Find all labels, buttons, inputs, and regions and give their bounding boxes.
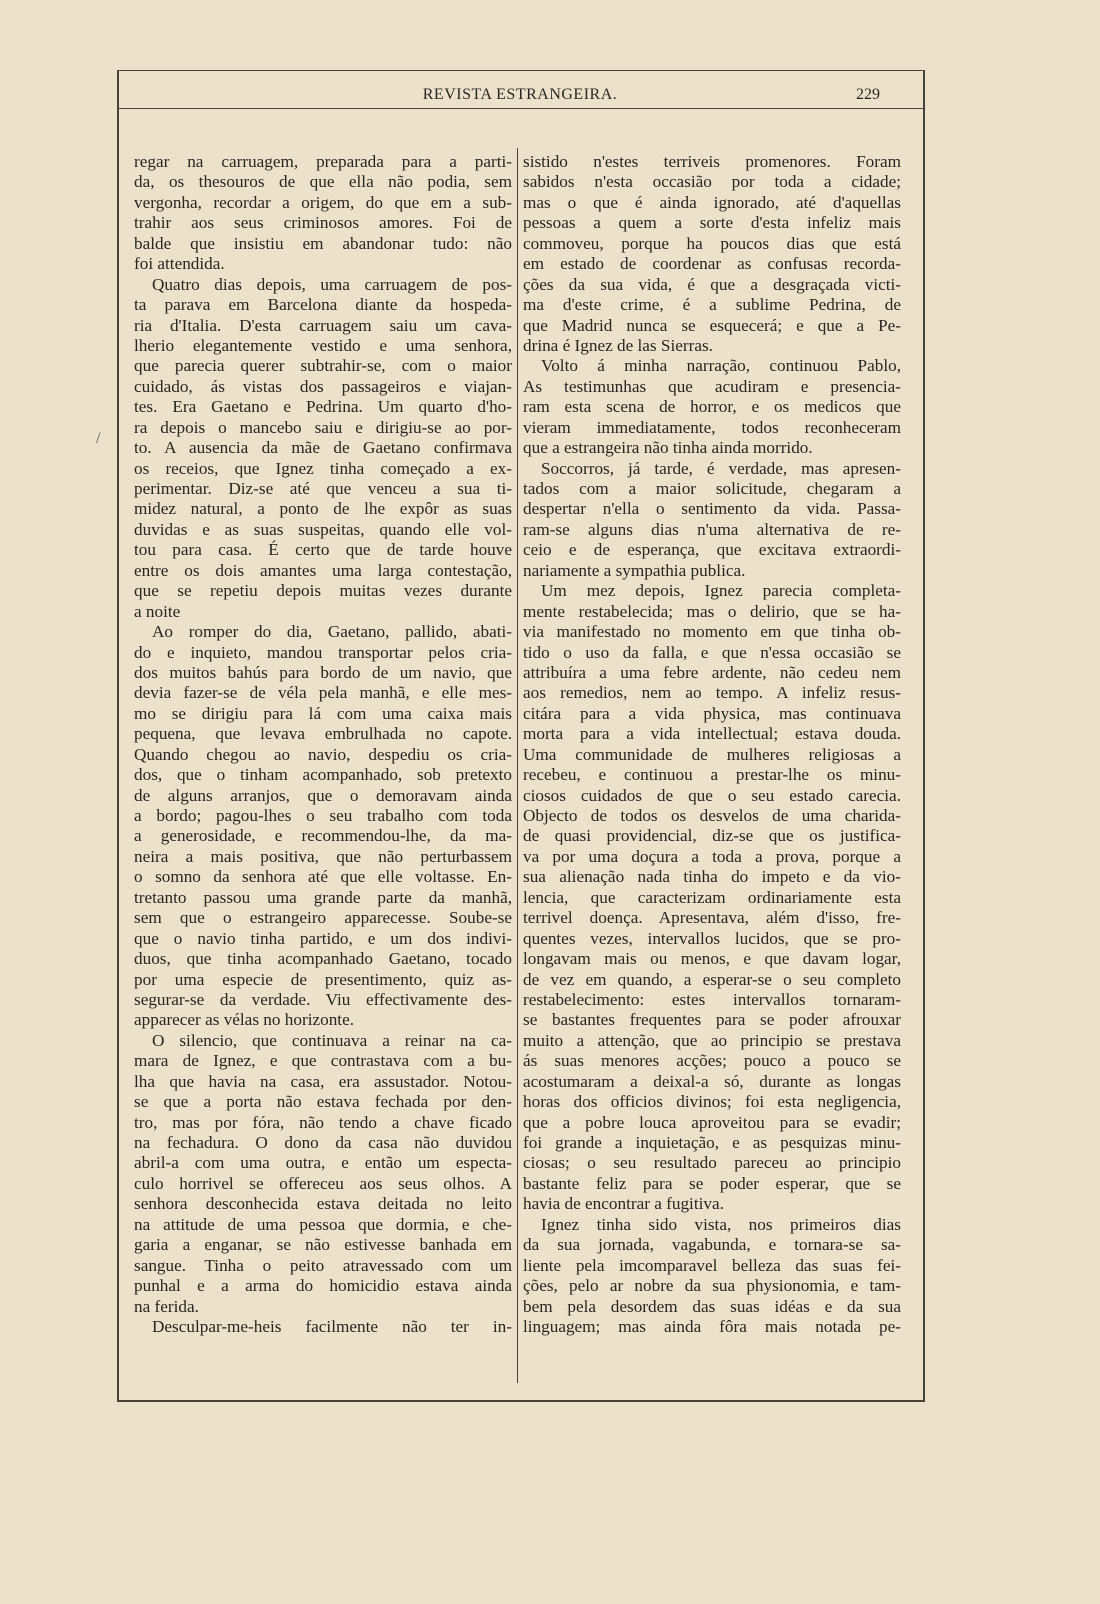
text-line: commoveu, porque ha poucos dias que está [523, 233, 901, 253]
text-line: quentes vezes, intervallos lucidos, que se pro- [523, 928, 901, 948]
text-line: cuidado, ás vistas dos passageiros e viajan- [134, 376, 512, 396]
text-line: que se repetiu depois muitas vezes durante [134, 581, 512, 601]
text-line: na attitude de uma pessoa que dormia, e che- [134, 1214, 512, 1234]
text-line: na ferida. [134, 1296, 199, 1316]
page-number: 229 [856, 86, 880, 103]
text-line: pequena, que levava embrulhada no capote. [134, 724, 512, 744]
text-line: havia de encontrar a fugitiva. [523, 1194, 724, 1214]
text-line: de quasi providencial, diz-se que os justifica- [523, 826, 901, 846]
text-line: que o navio tinha partido, e um dos indivi- [134, 928, 512, 948]
text-line: tretanto passou uma grande parte da manhã, [134, 887, 512, 907]
top-rule [119, 70, 923, 71]
text-line: mente restabelecida; mas o delirio, que se ha- [523, 601, 901, 621]
text-line: sua alienação nada tinha do impeto e da vio- [523, 867, 901, 887]
header-rule [117, 108, 923, 109]
text-line: da, os thesouros de que ella não podia, sem [134, 172, 512, 192]
text-line: trahir aos seus criminosos amores. Foi de [134, 213, 512, 233]
text-line: regar na carruagem, preparada para a parti- [134, 152, 512, 171]
text-line: lherio elegantemente vestido e uma senhora, [134, 335, 512, 355]
text-line: ções, pelo ar nobre da sua physionomia, e tam- [523, 1276, 901, 1296]
text-line: ções da sua vida, é que a desgraçada victi- [523, 274, 901, 294]
text-line: punhal e a arma do homicidio estava ainda [134, 1276, 512, 1296]
text-line: muito a attenção, que ao principio se prestava [523, 1030, 901, 1050]
text-line: abril-a com uma outra, e então um especta- [134, 1153, 512, 1173]
text-line: culo horrivel se offereceu aos seus olhos. A [134, 1173, 512, 1193]
text-line: terrivel doença. Apresentava, além d'isso, fre- [523, 908, 901, 928]
text-line: a bordo; pagou-lhes o seu trabalho com toda [134, 806, 512, 825]
text-line: dos, que o tinham acompanhado, sob pretexto [134, 765, 512, 785]
text-line: de alguns arranjos, que o demoravam ainda [134, 785, 512, 805]
text-line: balde que insistiu em abandonar tudo: não [134, 233, 512, 253]
text-line: nariamente a sympathia publica. [523, 560, 746, 580]
text-line: ciosos cuidados de que o seu estado carecia. [523, 785, 901, 805]
text-line: ra depois o mancebo saiu e dirigiu-se ao por- [134, 417, 512, 437]
text-line: O silencio, que continuava a reinar na ca- [152, 1030, 512, 1050]
text-line: restabelecimento: estes intervallos tornaram- [523, 989, 901, 1009]
text-line: Uma communidade de mulheres religiosas a [523, 744, 901, 764]
text-line: tes. Era Gaetano e Pedrina. Um quarto d'ho- [134, 397, 512, 417]
text-line: via manifestado no momento em que tinha ob- [523, 622, 901, 642]
text-line: neira a mais positiva, que não perturbassem [134, 846, 512, 866]
text-line: segurar-se da verdade. Viu effectivamente des- [134, 989, 512, 1009]
text-line: ciosas; o seu resultado pareceu ao principio [523, 1153, 901, 1173]
column-divider [517, 148, 518, 1383]
text-line: Ao romper do dia, Gaetano, pallido, abati- [152, 622, 512, 642]
text-line: mara de Ignez, e que contrastava com a bu- [134, 1051, 512, 1071]
text-line: da sua jornada, vagabunda, e tornara-se sa- [523, 1235, 901, 1255]
text-line: attribuíra a uma febre ardente, não cedeu nem [523, 662, 901, 682]
text-line: o somno da senhora até que elle voltasse. En- [134, 867, 512, 887]
text-line: foi attendida. [134, 254, 225, 274]
text-line: linguagem; mas ainda fôra mais notada pe- [523, 1316, 901, 1336]
text-line: Volto á minha narração, continuou Pablo, [541, 356, 901, 376]
text-line: apparecer as vélas no horizonte. [134, 1010, 354, 1030]
text-line: bem pela desordem das suas idéas e da sua [523, 1296, 901, 1316]
text-line: se que a porta não estava fechada por den- [134, 1092, 512, 1112]
text-line: duos, que tinha acompanhado Gaetano, tocado [134, 949, 512, 969]
text-line: sangue. Tinha o peito atravessado com um [134, 1255, 512, 1275]
text-line: despertar n'ella o sentimento da vida. Passa- [523, 499, 901, 519]
text-line: Quando chegou ao navio, despediu os cria- [134, 744, 512, 764]
text-line: duvidas e as suas suspeitas, quando elle vol- [134, 519, 512, 539]
text-line: horas dos officios divinos; foi esta negligencia, [523, 1092, 901, 1112]
text-line: foi grande a inquietação, e as pesquizas minu- [523, 1133, 901, 1152]
text-line: acostumaram a deixal-a só, durante as longas [523, 1071, 901, 1091]
margin-mark: / [96, 430, 101, 447]
text-line: bastante feliz para se poder esperar, que se [523, 1173, 901, 1193]
left-column [134, 152, 512, 1337]
text-line: longavam mais ou menos, e que davam logar, [523, 949, 901, 969]
text-line: va por uma doçura a toda a prova, porque a [523, 846, 901, 866]
text-line: que parecia querer subtrahir-se, com o maior [134, 356, 512, 376]
text-line: senhora desconhecida estava deitada no leito [134, 1194, 512, 1214]
text-line: As testimunhas que acudiram e presencia- [523, 376, 901, 396]
text-line: vergonha, recordar a origem, do que em a sub- [134, 192, 512, 212]
text-line: lencia, que caracterizam ordinariamente esta [523, 887, 901, 907]
text-line: por uma especie de presentimento, quiz as- [134, 969, 512, 989]
text-line: ma d'este crime, é a sublime Pedrina, de [523, 295, 901, 315]
text-line: garia a enganar, se não estivesse banhada em [134, 1235, 512, 1255]
text-line: tou para casa. É certo que de tarde houve [134, 540, 512, 560]
text-line: aos remedios, nem ao tempo. A infeliz resus- [523, 683, 901, 703]
text-line: sabidos n'esta occasião por toda a cidade; [523, 172, 901, 192]
text-line: que a pobre louca aproveitou para se evadir; [523, 1112, 901, 1132]
text-line: citára para a vida physica, mas continuava [523, 703, 901, 723]
text-line: liente pela imcomparavel belleza das suas fei- [523, 1255, 901, 1275]
text-line: sistido n'estes terriveis promenores. Foram [523, 152, 901, 171]
text-line: de vez em quando, a esperar-se o seu completo [523, 969, 901, 989]
text-line: mo se dirigiu para lá com uma caixa mais [134, 703, 512, 723]
text-line: ceio e de esperança, que excitava extraordi- [523, 540, 901, 560]
text-line: Objecto de todos os desvelos de uma charida- [523, 806, 901, 825]
text-line: Um mez depois, Ignez parecia completa- [541, 581, 901, 601]
text-line: ria d'Italia. D'esta carruagem saiu um cava- [134, 315, 512, 335]
text-line: que a estrangeira não tinha ainda morrido. [523, 438, 813, 458]
text-line: sem que o estrangeiro apparecesse. Soube-se [134, 908, 512, 928]
text-line: ta parava em Barcelona diante da hospeda- [134, 295, 512, 315]
text-line: vieram immediatamente, todos reconheceram [523, 417, 901, 437]
text-line: Desculpar-me-heis facilmente não ter in- [152, 1316, 512, 1336]
text-line: tados com a maior solicitude, chegaram a [523, 479, 901, 498]
text-line: ás suas menores acções; pouco a pouco se [523, 1051, 901, 1071]
text-line: lha que havia na casa, era assustador. Notou- [134, 1071, 512, 1091]
text-line: na fechadura. O dono da casa não duvidou [134, 1133, 512, 1152]
text-line: midez natural, a ponto de lhe expôr as suas [134, 499, 512, 519]
text-line: recebeu, e continuou a prestar-lhe os minu- [523, 765, 901, 785]
text-line: tro, mas por fóra, não tendo a chave ficado [134, 1112, 512, 1132]
text-line: em estado de coordenar as confusas recorda- [523, 254, 901, 274]
text-line: pessoas a quem a sorte d'esta infeliz mais [523, 213, 901, 233]
text-line: mas o que é ainda ignorado, até d'aquellas [523, 192, 901, 212]
text-line: a generosidade, e recommendou-lhe, da ma- [134, 826, 512, 846]
text-line: ram esta scena de horror, e os medicos que [523, 397, 901, 417]
text-line: Quatro dias depois, uma carruagem de pos- [152, 274, 512, 294]
running-head: REVISTA ESTRANGEIRA. [422, 86, 618, 103]
text-line: perimentar. Diz-se até que venceu a sua ti- [134, 479, 512, 498]
text-line: devia fazer-se de véla pela manhã, e elle mes- [134, 683, 512, 703]
text-line: dos muitos bahús para bordo de um navio, que [134, 662, 512, 682]
text-line: drina é Ignez de las Sierras. [523, 335, 713, 355]
text-line: tido o uso da falla, e que n'essa occasião se [523, 642, 901, 662]
text-line: os receios, que Ignez tinha começado a ex- [134, 458, 512, 478]
text-line: se bastantes frequentes para se poder afrouxar [523, 1010, 901, 1030]
text-line: to. A ausencia da mãe de Gaetano confirmava [134, 438, 512, 458]
text-line: que Madrid nunca se esquecerá; e que a Pe- [523, 315, 901, 335]
text-line: a noite [134, 601, 181, 621]
text-line: ram-se alguns dias n'uma alternativa de re- [523, 519, 901, 539]
text-line: morta para a vida intellectual; estava douda. [523, 724, 901, 744]
text-line: do e inquieto, mandou transportar pelos cria- [134, 642, 512, 662]
right-column [523, 152, 901, 1337]
text-line: Ignez tinha sido vista, nos primeiros dias [541, 1214, 901, 1234]
text-line: entre os dois amantes uma larga contestação, [134, 560, 512, 580]
text-line: Soccorros, já tarde, é verdade, mas apresen- [541, 458, 901, 478]
